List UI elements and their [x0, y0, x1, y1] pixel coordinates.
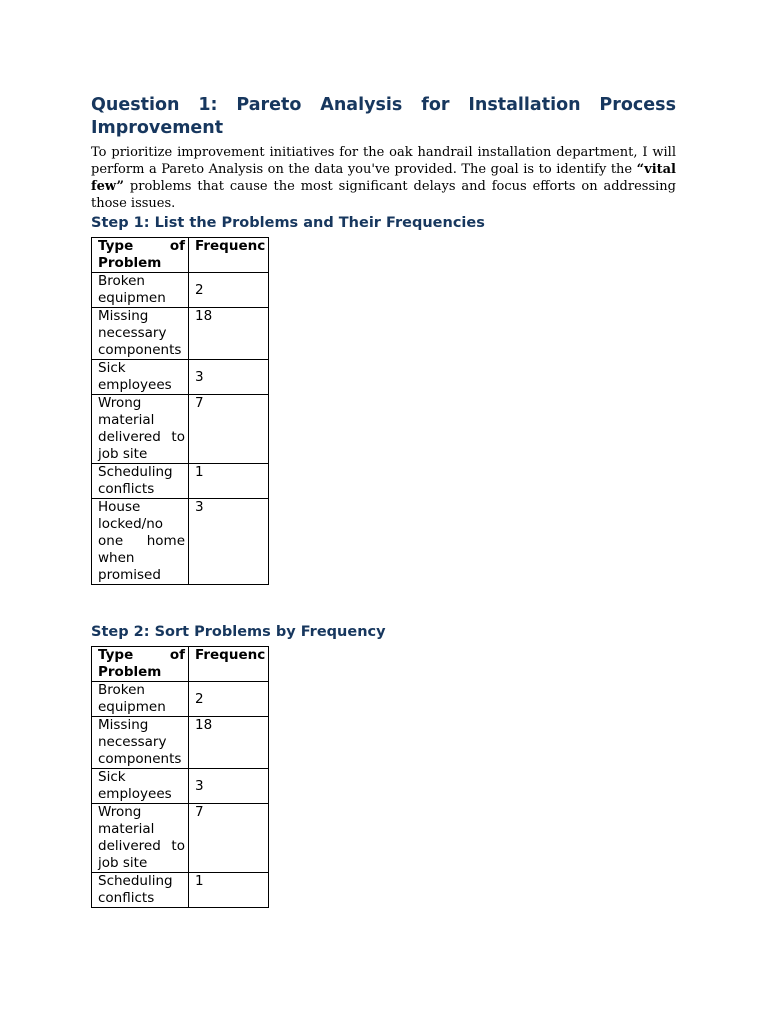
- intro-text-before: To prioritize improvement initiatives for the oak handrail installation department, I will perform a Pareto Analysis on the data you've provided. The goal is to identify the: [91, 145, 676, 177]
- frequency-cell: 7: [189, 804, 269, 873]
- problem-cell: Sick employees: [92, 769, 189, 804]
- table-row: [92, 464, 269, 499]
- problem-cell: Missing necessary components: [92, 308, 189, 360]
- question-title: Question 1: Pareto Analysis for Installation Process Improvement: [91, 95, 676, 138]
- table-row: [92, 273, 269, 308]
- problem-cell: House locked/no one home when promised: [92, 499, 189, 585]
- intro-paragraph: [91, 144, 676, 212]
- table-row: [92, 499, 269, 585]
- table-header-row: [92, 647, 269, 682]
- frequency-cell: 3: [189, 769, 269, 804]
- header-frequency: Frequenc: [189, 647, 269, 682]
- header-type-of-problem: Type of Problem: [92, 238, 189, 273]
- frequency-cell: 3: [189, 499, 269, 585]
- step1-table: [91, 237, 269, 585]
- frequency-cell: 3: [189, 360, 269, 395]
- header-frequency: Frequenc: [189, 238, 269, 273]
- table-row: [92, 682, 269, 717]
- step1-title: Step 1: List the Problems and Their Frequencies: [91, 215, 485, 231]
- frequency-cell: 2: [189, 273, 269, 308]
- table-header-row: [92, 238, 269, 273]
- header-type-of-problem: Type of Problem: [92, 647, 189, 682]
- frequency-cell: 2: [189, 682, 269, 717]
- problem-cell: Broken equipmen: [92, 682, 189, 717]
- intro-emphasis: “vital few”: [91, 162, 676, 194]
- problem-cell: Wrong material delivered to job site: [92, 395, 189, 464]
- frequency-cell: 18: [189, 717, 269, 769]
- table-row: [92, 308, 269, 360]
- step2-table: [91, 646, 269, 908]
- table-row: [92, 873, 269, 908]
- problem-cell: Broken equipmen: [92, 273, 189, 308]
- problem-cell: Scheduling conflicts: [92, 873, 189, 908]
- table-row: [92, 395, 269, 464]
- frequency-cell: 18: [189, 308, 269, 360]
- problem-cell: Missing necessary components: [92, 717, 189, 769]
- document-page: [91, 94, 676, 908]
- frequency-cell: 1: [189, 873, 269, 908]
- table-row: [92, 804, 269, 873]
- problem-cell: Wrong material delivered to job site: [92, 804, 189, 873]
- frequency-cell: 7: [189, 395, 269, 464]
- problem-cell: Scheduling conflicts: [92, 464, 189, 499]
- frequency-cell: 1: [189, 464, 269, 499]
- problem-cell: Sick employees: [92, 360, 189, 395]
- table-row: [92, 717, 269, 769]
- intro-text-after: problems that cause the most significant delays and focus efforts on addressing those issues.: [91, 179, 676, 211]
- step2-title: Step 2: Sort Problems by Frequency: [91, 624, 386, 640]
- table-row: [92, 360, 269, 395]
- table-row: [92, 769, 269, 804]
